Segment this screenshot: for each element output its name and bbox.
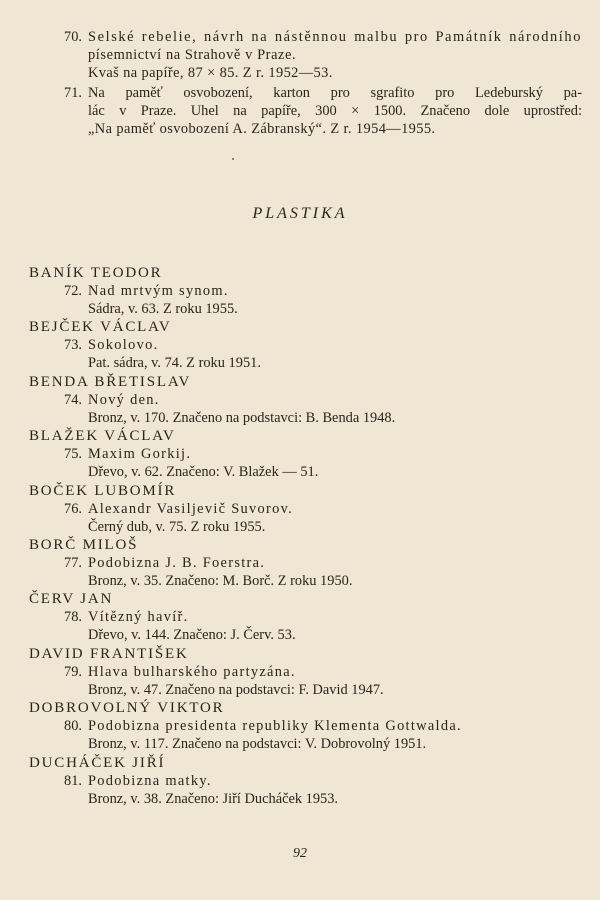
work-title: Sokolovo.	[88, 337, 159, 354]
artist-name: DAVID FRANTIŠEK	[29, 645, 189, 662]
artist-name: BANÍK TEODOR	[29, 265, 163, 281]
work-title: Nový den.	[88, 391, 160, 408]
work-title: Alexandr Vasiljevič Suvorov.	[88, 500, 294, 517]
artist-name: DUCHÁČEK JIŘÍ	[29, 754, 166, 771]
artist-name: BEJČEK VÁCLAV	[29, 319, 172, 336]
work-detail: Bronz, v. 117. Značeno na podstavci: V. Dobrovolný 1951.	[88, 736, 427, 753]
work-detail: Dřevo, v. 144. Značeno: J. Červ. 53.	[88, 627, 296, 644]
work-detail: Bronz, v. 38. Značeno: Jiří Ducháček 1953.	[88, 790, 339, 807]
entry-number: 70.	[64, 29, 82, 45]
work-title: Podobizna matky.	[88, 772, 212, 789]
work-detail: Bronz, v. 47. Značeno na podstavci: F. David 1947.	[88, 681, 384, 698]
entry-number: 76.	[64, 500, 82, 517]
work-detail: Sádra, v. 63. Z roku 1955.	[88, 301, 238, 317]
section-heading: PLASTIKA	[252, 205, 348, 222]
entry-number: 72.	[64, 283, 82, 299]
artist-name: BENDA BŘETISLAV	[29, 373, 192, 390]
work-detail: Bronz, v. 170. Značeno na podstavci: B. Benda 1948.	[88, 409, 396, 426]
entry-number: 80.	[64, 718, 82, 735]
work-detail: Černý dub, v. 75. Z roku 1955.	[88, 518, 266, 535]
page-number: 92	[293, 846, 307, 861]
artist-name: ČERV JAN	[29, 591, 114, 608]
entry-text-line: „Na paměť osvobození A. Zábranský“. Z r. 1954—1955.	[88, 121, 436, 137]
artist-name: BOČEK LUBOMÍR	[29, 482, 177, 499]
work-detail: Bronz, v. 35. Značeno: M. Borč. Z roku 1950.	[88, 573, 353, 589]
entry-number: 73.	[64, 337, 82, 354]
entry-text-line: písemnictví na Strahově v Praze.	[88, 47, 297, 63]
artist-name: BLAŽEK VÁCLAV	[29, 428, 176, 445]
entry-number: 81.	[64, 772, 82, 789]
entry-text-line: Selské rebelie, návrh na nástěnnou malbu pro Památník národního	[88, 29, 582, 45]
work-title: Maxim Gorkij.	[88, 446, 192, 463]
work-title: Podobizna presidenta republiky Klementa Gottwalda.	[88, 718, 462, 735]
artist-name: BORČ MILOŠ	[29, 537, 139, 553]
entry-number: 71.	[64, 85, 82, 101]
work-title: Podobizna J. B. Foerstra.	[88, 555, 266, 571]
entry-number: 78.	[64, 609, 82, 626]
speck-mark	[232, 158, 234, 160]
entry-number: 74.	[64, 391, 82, 408]
work-detail: Dřevo, v. 62. Značeno: V. Blažek — 51.	[88, 464, 319, 481]
entry-text-line: Kvaš na papíře, 87 × 85. Z r. 1952—53.	[88, 65, 333, 81]
entry-number: 77.	[64, 555, 82, 571]
work-title: Vítězný havíř.	[88, 609, 189, 626]
entry-text-line: lác v Praze. Uhel na papíře, 300 × 1500. Značeno dole uprostřed:	[88, 103, 582, 119]
work-title: Nad mrtvým synom.	[88, 283, 229, 299]
entry-number: 79.	[64, 663, 82, 680]
work-detail: Pat. sádra, v. 74. Z roku 1951.	[88, 355, 261, 372]
artist-name: DOBROVOLNÝ VIKTOR	[29, 700, 225, 717]
entry-number: 75.	[64, 446, 82, 463]
entry-text-line: Na paměť osvobození, karton pro sgrafito pro Ledeburský pa-	[88, 85, 582, 101]
work-title: Hlava bulharského partyzána.	[88, 663, 296, 680]
